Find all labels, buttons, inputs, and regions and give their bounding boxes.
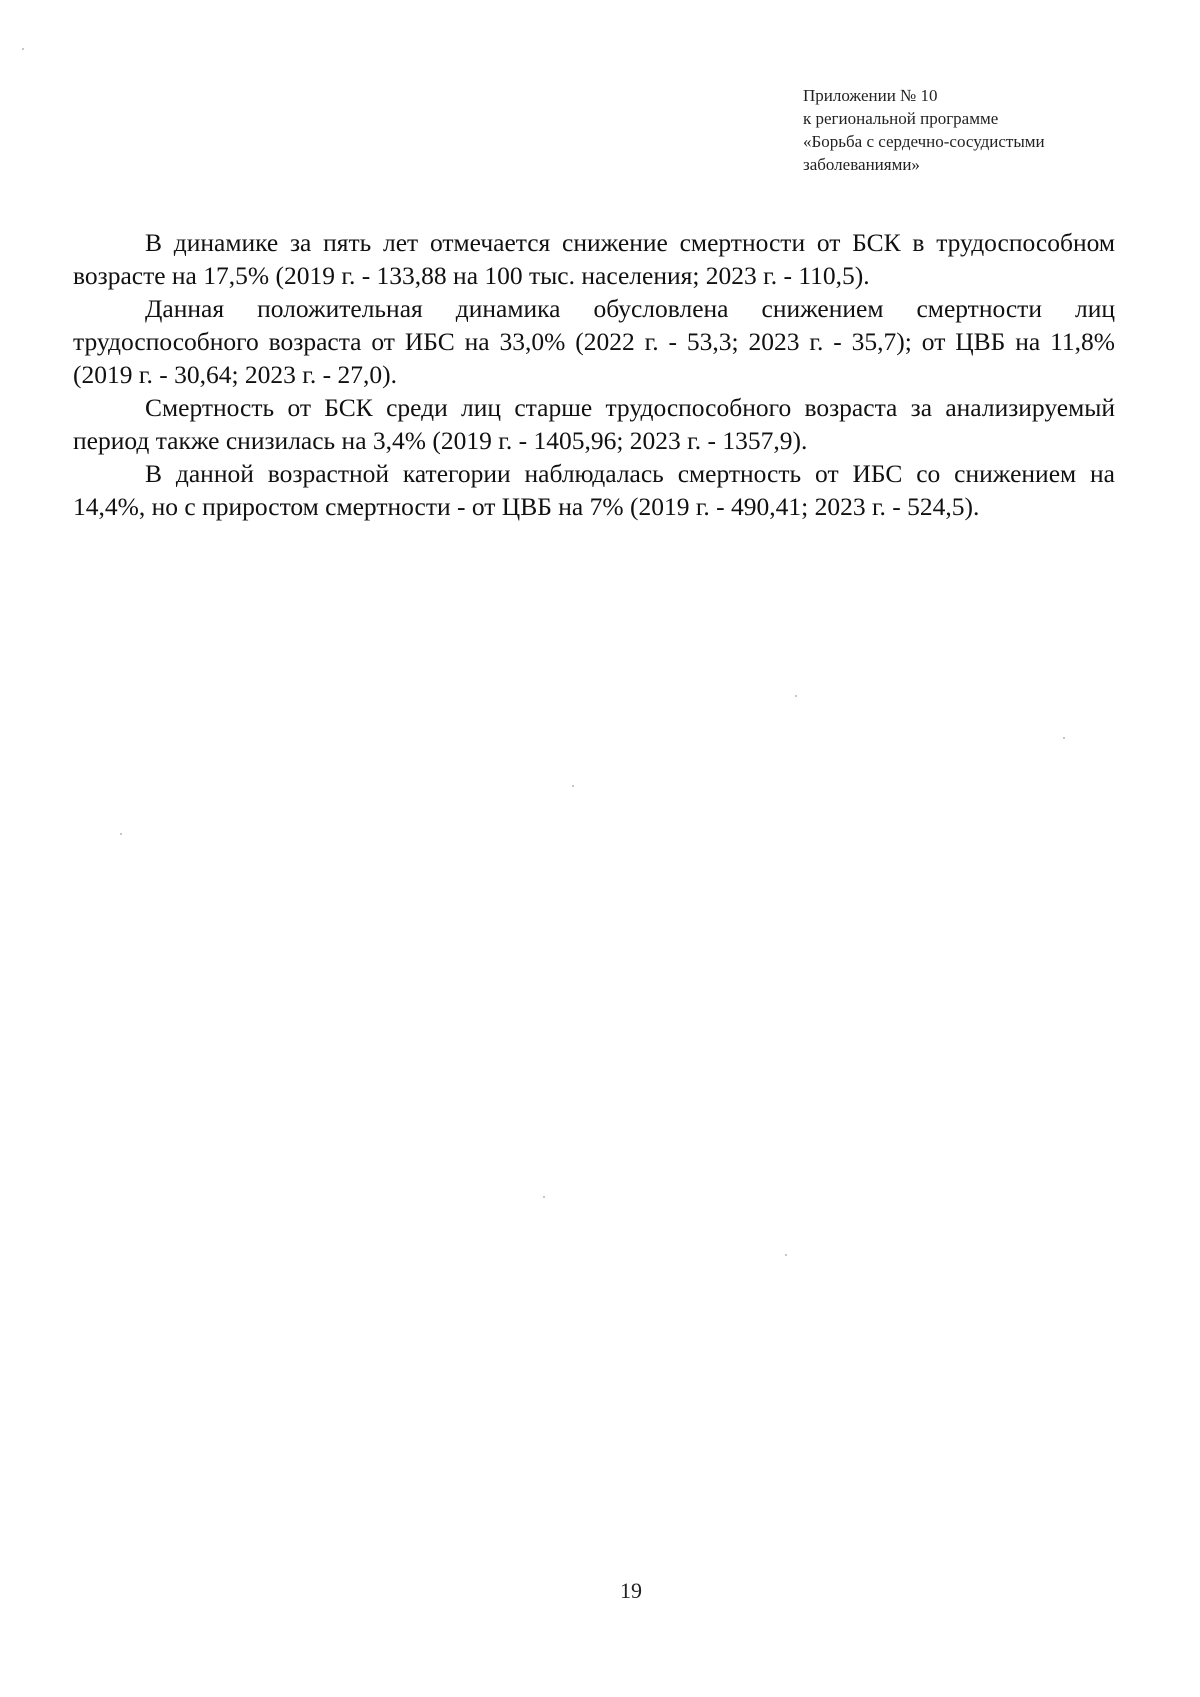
scan-speck — [1063, 737, 1065, 739]
body-text — [73, 226, 1115, 523]
scan-speck — [785, 1254, 787, 1256]
scan-speck — [120, 833, 122, 835]
scan-speck — [572, 785, 574, 787]
appendix-header-line: заболеваниями» — [803, 155, 920, 174]
paragraph: Данная положительная динамика обусловлена снижением смертности лиц трудоспособного возраста от ИБС на 33,0% (2022 г. - 53,3; 2023 г. - 35,7); от ЦВБ на 11,8% (2019 г. - 30,64; 2023 г. - 27,0). — [73, 294, 1115, 389]
scan-speck — [543, 1196, 545, 1198]
paragraph: Смертность от БСК среди лиц старше трудоспособного возраста за анализируемый период также снизилась на 3,4% (2019 г. - 1405,96; 2023 г. - 1357,9). — [73, 393, 1115, 455]
appendix-header-line: «Борьба с сердечно-сосудистыми — [803, 132, 1045, 151]
appendix-header-line: Приложении № 10 — [803, 86, 938, 105]
paragraph: В динамике за пять лет отмечается снижение смертности от БСК в трудоспособном возрасте на 17,5% (2019 г. - 133,88 на 100 тыс. населения; 2023 г. - 110,5). — [73, 228, 1115, 290]
scan-speck — [22, 48, 24, 50]
paragraph: В данной возрастной категории наблюдалась смертность от ИБС со снижением на 14,4%, но с приростом смертности - от ЦВБ на 7% (2019 г. - 490,41; 2023 г. - 524,5). — [73, 459, 1115, 521]
appendix-header — [803, 84, 1133, 176]
page-number: 19 — [620, 1578, 642, 1603]
scan-speck — [795, 695, 797, 697]
appendix-header-line: к региональной программе — [803, 109, 999, 128]
